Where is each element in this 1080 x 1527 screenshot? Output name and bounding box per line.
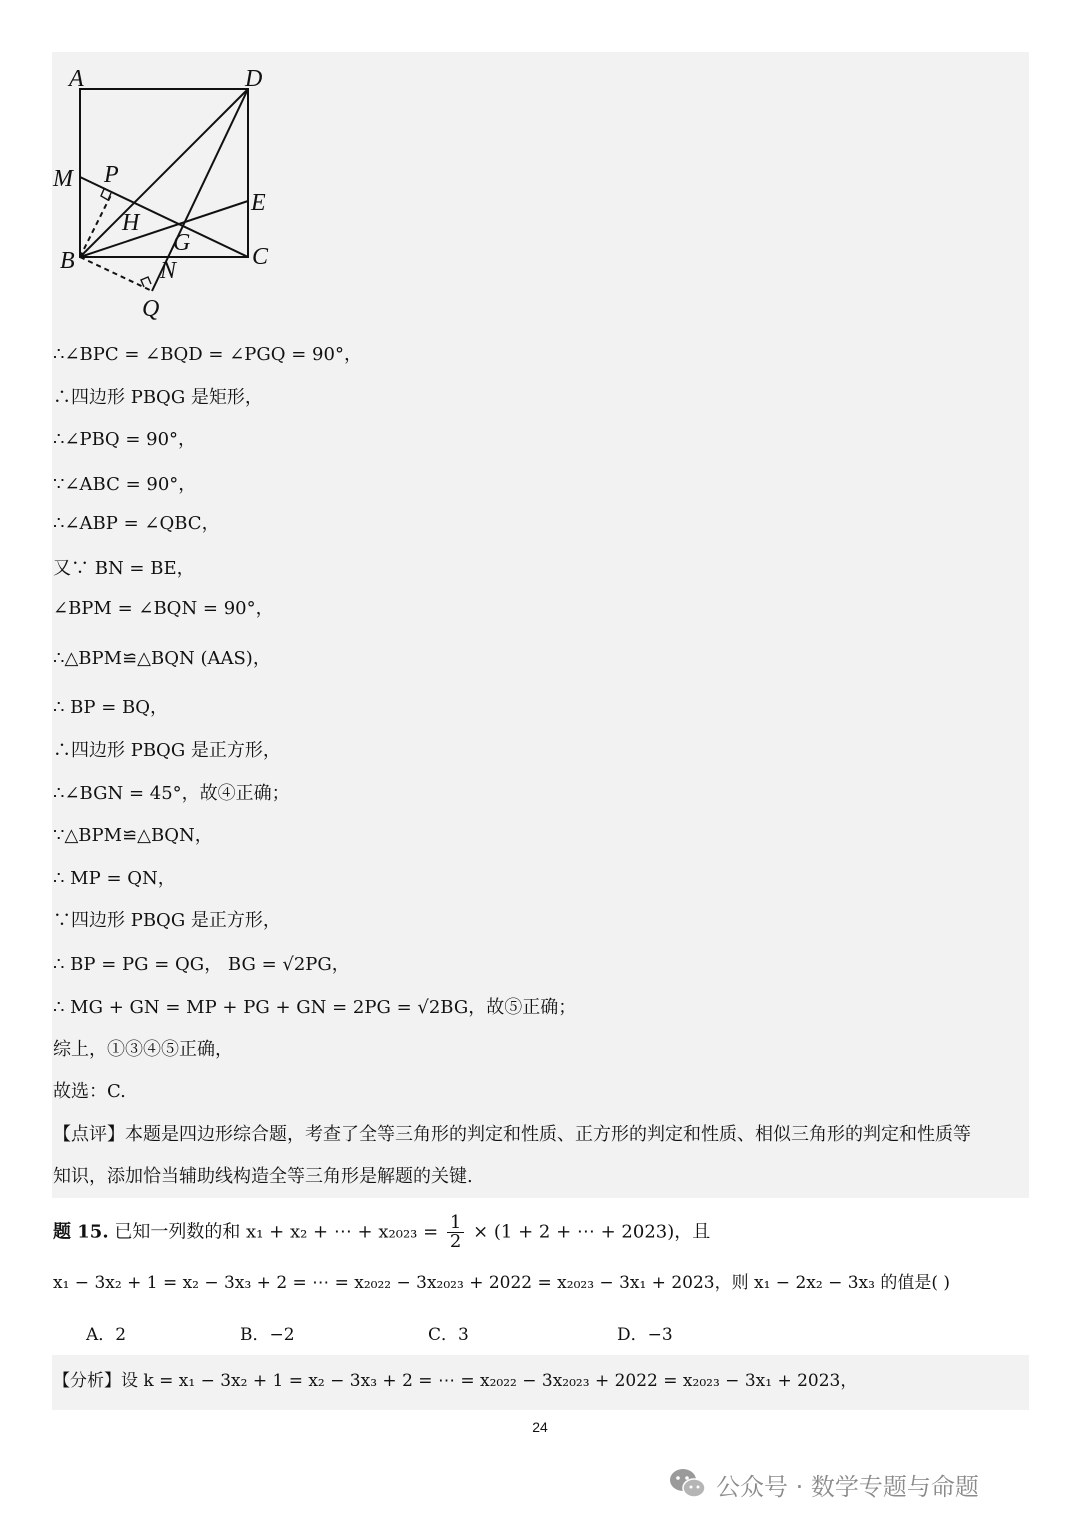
proof-line: ∴∠BPC = ∠BQD = ∠PGQ = 90°， [53,344,362,365]
watermark [668,1466,979,1502]
proof-line: ∴ MG + GN = MP + PG + GN = 2PG = √2BG，故⑤正确； [53,997,577,1018]
proof-line: ∴四边形 PBQG 是矩形， [53,387,263,408]
label-b: B [60,248,75,274]
option-c: C．3 [428,1325,469,1345]
proof-line: ∴四边形 PBQG 是正方形， [53,740,281,761]
question-number: 题 15. [53,1221,109,1243]
fraction [447,1214,464,1251]
review-line: 知识，添加恰当辅助线构造全等三角形是解题的关键. [53,1166,473,1187]
label-p: P [104,162,119,188]
label-e: E [251,190,266,216]
segment-be [80,201,248,257]
label-n: N [160,258,177,284]
proof-line: ∴ BP = BQ， [53,697,169,718]
label-c: C [252,244,269,270]
proof-line: ∵△BPM≌△BQN， [53,825,213,846]
segment-mc [80,177,248,257]
proof-line: ∴ BP = PG = QG， BG = √2PG， [53,954,350,975]
fraction-denominator: 2 [449,1231,462,1252]
proof-line: ∴∠BGN = 45°，故④正确； [53,783,290,804]
option-d: D．−3 [617,1325,673,1345]
label-g: G [173,230,191,256]
label-m: M [53,166,73,192]
proof-line: ∠BPM = ∠BQN = 90°， [53,598,274,619]
label-q: Q [142,296,160,322]
question-stem-line-1 [53,1214,710,1251]
question-stem-part: 已知一列数的和 x₁ + x₂ + ⋯ + x₂₀₂₃ = [114,1221,439,1243]
page-number: 24 [532,1419,548,1435]
geometry-figure [50,62,290,327]
label-a: A [69,66,84,92]
answer-line: 故选：C. [53,1081,126,1102]
option-b: B．−2 [240,1325,295,1345]
proof-line: 综上，①③④⑤正确， [53,1039,233,1060]
answer-options [0,1320,1080,1346]
proof-line: ∴∠PBQ = 90°， [53,429,197,450]
question-stem-line-2: x₁ − 3x₂ + 1 = x₂ − 3x₃ + 2 = ⋯ = x₂₀₂₂ − 3x₂₀₂₃ + 2022 = x₂₀₂₃ − 3x₁ + 2023，则 x₁ − 2x₂ − 3x₃ 的值是( ) [53,1273,951,1293]
question-stem-part: × (1 + 2 + ⋯ + 2023)，且 [473,1221,711,1243]
proof-line: ∵∠ABC = 90°， [53,474,197,495]
proof-line: ∴ MP = QN， [53,868,176,889]
label-h: H [122,210,140,236]
watermark-text: 公众号 · 数学专题与命题 [716,1472,979,1501]
review-line: 【点评】本题是四边形综合题，考查了全等三角形的判定和性质、正方形的判定和性质、相似三角形的判定和性质等 [53,1124,971,1145]
proof-line: ∴△BPM≌△BQN (AAS)， [53,648,271,669]
proof-line: ∵四边形 PBQG 是正方形， [53,910,281,931]
segment-bq-dashed [80,257,152,291]
proof-line: ∴∠ABP = ∠QBC， [53,513,220,534]
label-d: D [245,66,263,92]
right-angle-q [141,277,151,287]
option-a: A．2 [86,1325,127,1345]
proof-line: 又∵ BN = BE， [53,558,195,579]
fraction-numerator: 1 [447,1214,464,1233]
analysis-line: 【分析】设 k = x₁ − 3x₂ + 1 = x₂ − 3x₃ + 2 = ⋯ = x₂₀₂₂ − 3x₂₀₂₃ + 2022 = x₂₀₂₃ − 3x₁ + 2023， [53,1371,858,1391]
wechat-icon [668,1466,708,1502]
